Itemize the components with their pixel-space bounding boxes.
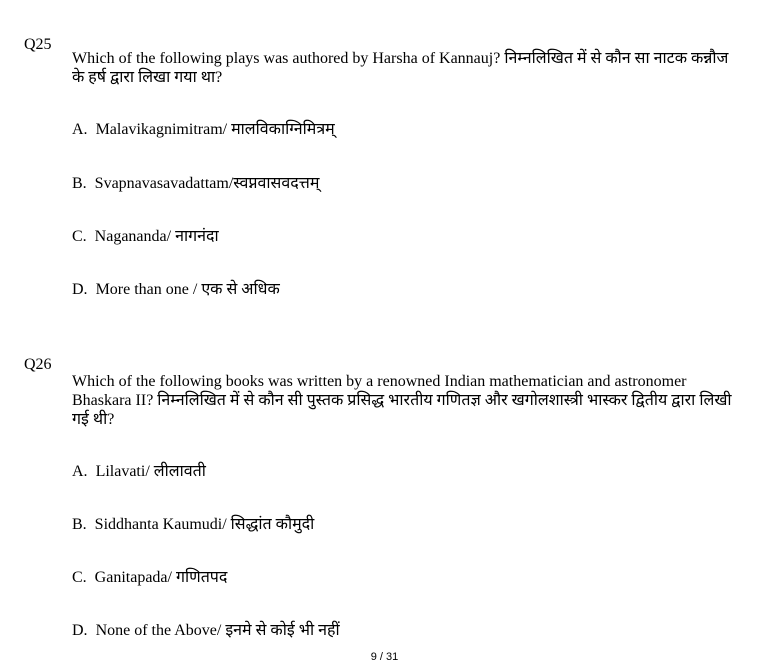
- option-letter: B.: [72, 516, 87, 533]
- option-letter: A.: [72, 463, 88, 480]
- option-text: More than one / एक से अधिक: [95, 281, 280, 298]
- option-d: [72, 281, 280, 299]
- option-text: Svapnavasavadattam/स्वप्नवासवदत्तम्: [94, 175, 320, 192]
- question-text: Which of the following books was written by a renowned Indian mathematician and astronomer Bhaskara II? निम्नलिखित में से कौन सी पुस्तक प्रसिद्ध भारतीय गणितज्ञ और खगोलशास्त्री भास्कर द्वितीय द्वारा लिखी गई थी?: [72, 373, 732, 428]
- page-indicator: 9 / 31: [370, 651, 399, 663]
- option-letter: D.: [72, 622, 88, 639]
- option-letter: B.: [72, 175, 87, 192]
- question-number: Q25: [24, 36, 52, 53]
- option-a: [72, 463, 206, 481]
- option-text: Ganitapada/ गणितपद: [94, 569, 228, 586]
- option-c: [72, 228, 219, 246]
- option-letter: A.: [72, 121, 88, 138]
- option-d: [72, 622, 340, 640]
- option-b: [72, 516, 314, 534]
- question-number: Q26: [24, 356, 52, 373]
- option-b: [72, 175, 319, 193]
- question-text: Which of the following plays was authored by Harsha of Kannauj? निम्नलिखित में से कौन सा नाटक कन्नौज के हर्ष द्वारा लिखा गया था?: [72, 50, 729, 86]
- option-text: Malavikagnimitram/ मालविकाग्निमित्रम्: [95, 121, 335, 138]
- option-a: [72, 121, 335, 139]
- option-text: Siddhanta Kaumudi/ सिद्धांत कौमुदी: [94, 516, 315, 533]
- option-letter: C.: [72, 569, 87, 586]
- option-letter: C.: [72, 228, 87, 245]
- option-letter: D.: [72, 281, 88, 298]
- option-text: Nagananda/ नागनंदा: [94, 228, 219, 245]
- option-text: Lilavati/ लीलावती: [95, 463, 206, 480]
- option-c: [72, 569, 227, 587]
- option-text: None of the Above/ इनमे से कोई भी नहीं: [95, 622, 340, 639]
